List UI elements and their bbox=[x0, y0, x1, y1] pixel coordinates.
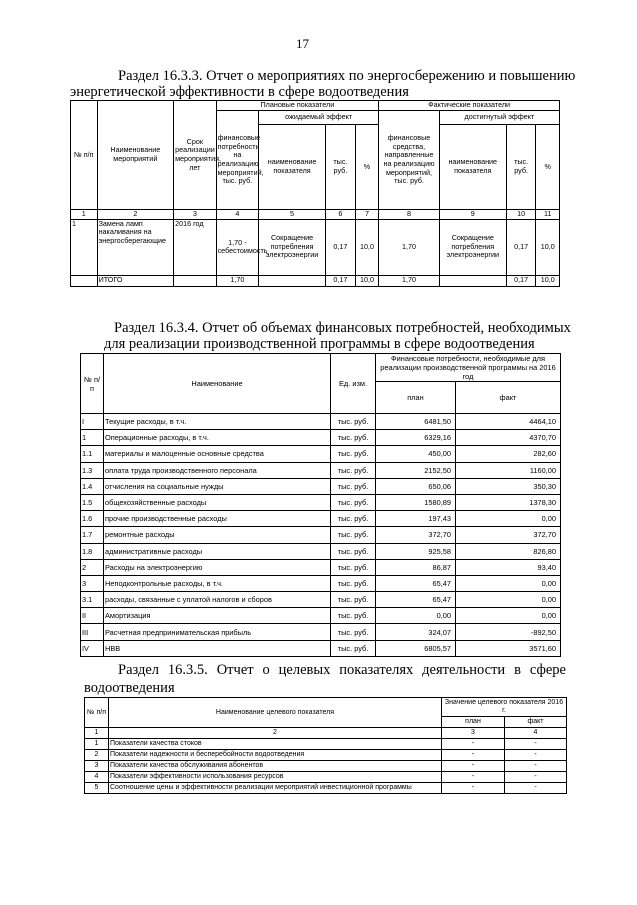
table-row bbox=[71, 219, 560, 275]
col-term-header: Срок реализации мероприятия, лет bbox=[174, 101, 217, 210]
table-row bbox=[85, 739, 567, 750]
row-name: Операционные расходы, в т.ч. bbox=[104, 430, 331, 446]
row-exp-name: Сокращение потребления электроэнергии bbox=[259, 219, 326, 275]
row-plan: - bbox=[442, 783, 505, 794]
row-unit: тыс. руб. bbox=[331, 478, 376, 494]
row-unit: тыс. руб. bbox=[331, 624, 376, 640]
exp-thous-header: тыс. руб. bbox=[326, 125, 356, 210]
table-row bbox=[81, 446, 561, 462]
col-number: 9 bbox=[439, 210, 506, 220]
row-plan: 2152,50 bbox=[376, 462, 456, 478]
row-fact: 0,00 bbox=[456, 511, 561, 527]
table-row bbox=[81, 430, 561, 446]
row-name: Показатели надежности и бесперебойности водоотведения bbox=[109, 750, 442, 761]
row-name: Амортизация bbox=[104, 608, 331, 624]
row-num: 2 bbox=[81, 559, 104, 575]
table-row bbox=[81, 494, 561, 510]
row-unit: тыс. руб. bbox=[331, 462, 376, 478]
row-name: Расчетная предпринимательская прибыль bbox=[104, 624, 331, 640]
row-fact: 826,80 bbox=[456, 543, 561, 559]
table-row bbox=[81, 511, 561, 527]
fact-group-header: Фактические показатели bbox=[379, 101, 560, 111]
row-num: 3 bbox=[81, 575, 104, 591]
row-fact: - bbox=[505, 783, 567, 794]
row-unit: тыс. руб. bbox=[331, 559, 376, 575]
table-row bbox=[81, 462, 561, 478]
row-fact: 4464,10 bbox=[456, 414, 561, 430]
col-unit-header: Ед. изм. bbox=[331, 354, 376, 414]
col-number: 6 bbox=[326, 210, 356, 220]
row-fact: 1160,00 bbox=[456, 462, 561, 478]
row-name: прочие производственные расходы bbox=[104, 511, 331, 527]
row-fact: - bbox=[505, 772, 567, 783]
row-name: отчисления на социальные нужды bbox=[104, 478, 331, 494]
col-number: 3 bbox=[174, 210, 217, 220]
row-name: Текущие расходы, в т.ч. bbox=[104, 414, 331, 430]
row-unit: тыс. руб. bbox=[331, 446, 376, 462]
row-name: Показатели качества стоков bbox=[109, 739, 442, 750]
row-fact: - bbox=[505, 750, 567, 761]
row-unit: тыс. руб. bbox=[331, 608, 376, 624]
row-num: 1.5 bbox=[81, 494, 104, 510]
row-plan: 65,47 bbox=[376, 575, 456, 591]
col-number: 10 bbox=[506, 210, 536, 220]
table-row bbox=[81, 559, 561, 575]
row-name: Показатели качества обслуживания абонентов bbox=[109, 761, 442, 772]
col-plan-header: план bbox=[376, 382, 456, 414]
row-fact: - bbox=[505, 739, 567, 750]
row-exp-thous: 0,17 bbox=[326, 219, 356, 275]
table-row bbox=[81, 527, 561, 543]
row-ach-thous: 0,17 bbox=[506, 219, 536, 275]
section-3-heading-line-2: водоотведения bbox=[84, 680, 175, 696]
col-fact-header: факт bbox=[456, 382, 561, 414]
row-plan: 197,43 bbox=[376, 511, 456, 527]
row-fact: 3571,60 bbox=[456, 640, 561, 656]
row-plan: 650,06 bbox=[376, 478, 456, 494]
table-row bbox=[81, 543, 561, 559]
row-name: административные расходы bbox=[104, 543, 331, 559]
row-plan: 65,47 bbox=[376, 592, 456, 608]
ach-thous-header: тыс. руб. bbox=[506, 125, 536, 210]
row-num: 3 bbox=[85, 761, 109, 772]
row-name: общехозяйственные расходы bbox=[104, 494, 331, 510]
table-row bbox=[81, 478, 561, 494]
row-num: 1 bbox=[85, 739, 109, 750]
col-num-header: № п/п bbox=[85, 698, 109, 728]
row-num: I bbox=[81, 414, 104, 430]
table-row bbox=[81, 575, 561, 591]
row-fact: 93,40 bbox=[456, 559, 561, 575]
row-num: 3.1 bbox=[81, 592, 104, 608]
total-fin-fact: 1,70 bbox=[379, 275, 440, 286]
row-name: Соотношение цены и эффективности реализации мероприятий инвестиционной программы bbox=[109, 783, 442, 794]
col-fact-header: факт bbox=[505, 717, 567, 728]
row-fact: 4370,70 bbox=[456, 430, 561, 446]
table-row bbox=[85, 750, 567, 761]
total-ach-thous: 0,17 bbox=[506, 275, 536, 286]
row-term: 2016 год bbox=[174, 219, 217, 275]
row-num: 1.6 bbox=[81, 511, 104, 527]
col-number: 3 bbox=[442, 728, 505, 739]
expected-effect-header: ожидаемый эффект bbox=[259, 111, 379, 125]
financial-needs-table bbox=[80, 353, 561, 657]
row-num: 1 bbox=[71, 219, 98, 275]
row-fact: - bbox=[505, 761, 567, 772]
row-name: материалы и малоценные основные средства bbox=[104, 446, 331, 462]
row-fact: 0,00 bbox=[456, 575, 561, 591]
col-plan-header: план bbox=[442, 717, 505, 728]
row-fact: 282,60 bbox=[456, 446, 561, 462]
total-exp-thous: 0,17 bbox=[326, 275, 356, 286]
row-num: 1 bbox=[81, 430, 104, 446]
table-row bbox=[81, 640, 561, 656]
row-unit: тыс. руб. bbox=[331, 575, 376, 591]
row-unit: тыс. руб. bbox=[331, 527, 376, 543]
col-number: 1 bbox=[71, 210, 98, 220]
total-label: ИТОГО bbox=[97, 275, 174, 286]
row-unit: тыс. руб. bbox=[331, 511, 376, 527]
row-num: II bbox=[81, 608, 104, 624]
target-indicators-table bbox=[84, 697, 567, 794]
exp-indicator-header: наименование показателя bbox=[259, 125, 326, 210]
col-number: 8 bbox=[379, 210, 440, 220]
row-fact: -892,50 bbox=[456, 624, 561, 640]
target-group-header: Значение целевого показателя 2016 г. bbox=[442, 698, 567, 717]
col-number: 2 bbox=[97, 210, 174, 220]
total-exp-pct: 10,0 bbox=[355, 275, 378, 286]
row-fact: 0,00 bbox=[456, 608, 561, 624]
row-num: 1.7 bbox=[81, 527, 104, 543]
row-plan: 925,58 bbox=[376, 543, 456, 559]
page-number: 17 bbox=[296, 36, 309, 51]
row-plan: 6481,50 bbox=[376, 414, 456, 430]
table-row bbox=[81, 624, 561, 640]
row-plan: 86,87 bbox=[376, 559, 456, 575]
row-num: 1.4 bbox=[81, 478, 104, 494]
col-num-header: № п/п bbox=[81, 354, 104, 414]
row-plan: 372,70 bbox=[376, 527, 456, 543]
row-plan: - bbox=[442, 772, 505, 783]
col-number: 2 bbox=[109, 728, 442, 739]
row-plan: 1580,89 bbox=[376, 494, 456, 510]
table-row bbox=[85, 772, 567, 783]
row-unit: тыс. руб. bbox=[331, 494, 376, 510]
section-2-heading-line-2: для реализации производственной программы в сфере водоотведения bbox=[104, 336, 535, 352]
col-fin-plan-header: финансовые потребности на реализацию мероприятий, тыс. руб. bbox=[216, 111, 259, 210]
plan-group-header: Плановые показатели bbox=[216, 101, 379, 111]
row-name: расходы, связанные с уплатой налогов и сборов bbox=[104, 592, 331, 608]
col-number: 4 bbox=[505, 728, 567, 739]
row-name: ремонтные расходы bbox=[104, 527, 331, 543]
row-unit: тыс. руб. bbox=[331, 640, 376, 656]
row-ach-pct: 10,0 bbox=[536, 219, 560, 275]
row-exp-pct: 10,0 bbox=[355, 219, 378, 275]
row-plan: - bbox=[442, 739, 505, 750]
ach-pct-header: % bbox=[536, 125, 560, 210]
row-plan: 0,00 bbox=[376, 608, 456, 624]
row-unit: тыс. руб. bbox=[331, 592, 376, 608]
table-row bbox=[85, 761, 567, 772]
table-row bbox=[81, 608, 561, 624]
row-num: 1.3 bbox=[81, 462, 104, 478]
col-number: 4 bbox=[216, 210, 259, 220]
row-name: Неподконтрольные расходы, в т.ч. bbox=[104, 575, 331, 591]
row-plan: - bbox=[442, 761, 505, 772]
row-fact: 350,30 bbox=[456, 478, 561, 494]
row-plan: - bbox=[442, 750, 505, 761]
row-fin-plan: 1,70 - себестоимость bbox=[216, 219, 259, 275]
row-ach-name: Сокращение потребления электроэнергии bbox=[439, 219, 506, 275]
row-num: 2 bbox=[85, 750, 109, 761]
row-name: оплата труда производственного персонала bbox=[104, 462, 331, 478]
table-row bbox=[81, 592, 561, 608]
section-1-heading-line-1: Раздел 16.3.3. Отчет о мероприятиях по энергосбережению и повышению bbox=[118, 68, 576, 84]
total-fin-plan: 1,70 bbox=[216, 275, 259, 286]
ach-indicator-header: наименование показателя bbox=[439, 125, 506, 210]
row-plan: 450,00 bbox=[376, 446, 456, 462]
col-num-header: № п/п bbox=[71, 101, 98, 210]
row-plan: 324,07 bbox=[376, 624, 456, 640]
row-unit: тыс. руб. bbox=[331, 414, 376, 430]
row-name: Расходы на электроэнергию bbox=[104, 559, 331, 575]
section-2-heading-line-1: Раздел 16.3.4. Отчет об объемах финансовых потребностей, необходимых bbox=[114, 320, 571, 336]
events-table bbox=[70, 100, 560, 287]
row-num: III bbox=[81, 624, 104, 640]
col-name-header: Наименование bbox=[104, 354, 331, 414]
row-fin-fact: 1,70 bbox=[379, 219, 440, 275]
exp-pct-header: % bbox=[355, 125, 378, 210]
row-num: 4 bbox=[85, 772, 109, 783]
row-unit: тыс. руб. bbox=[331, 430, 376, 446]
row-fact: 1378,30 bbox=[456, 494, 561, 510]
row-name: Показатели эффективности использования ресурсов bbox=[109, 772, 442, 783]
financial-group-header: Финансовые потребности, необходимые для реализации производственной программы на 2016 год bbox=[376, 354, 561, 382]
row-unit: тыс. руб. bbox=[331, 543, 376, 559]
row-name: НВВ bbox=[104, 640, 331, 656]
section-3-heading-line-1: Раздел 16.3.5. Отчет о целевых показателях деятельности в сфере bbox=[118, 662, 566, 678]
achieved-effect-header: достигнутый эффект bbox=[439, 111, 559, 125]
row-num: 1.1 bbox=[81, 446, 104, 462]
col-fin-fact-header: финансовые средства, направленные на реализацию мероприятий, тыс. руб. bbox=[379, 111, 440, 210]
col-name-header: Наименование мероприятий bbox=[97, 101, 174, 210]
col-number: 5 bbox=[259, 210, 326, 220]
row-num: 1.8 bbox=[81, 543, 104, 559]
total-row bbox=[71, 275, 560, 286]
total-ach-pct: 10,0 bbox=[536, 275, 560, 286]
table-row bbox=[81, 414, 561, 430]
table-row bbox=[85, 783, 567, 794]
row-num: IV bbox=[81, 640, 104, 656]
col-name-header: Наименование целевого показателя bbox=[109, 698, 442, 728]
row-num: 5 bbox=[85, 783, 109, 794]
row-plan: 6329,16 bbox=[376, 430, 456, 446]
section-1-heading-line-2: энергетической эффективности в сфере водоотведения bbox=[70, 84, 409, 100]
row-plan: 6805,57 bbox=[376, 640, 456, 656]
row-fact: 372,70 bbox=[456, 527, 561, 543]
col-number: 11 bbox=[536, 210, 560, 220]
row-fact: 0,00 bbox=[456, 592, 561, 608]
col-number: 7 bbox=[355, 210, 378, 220]
col-number: 1 bbox=[85, 728, 109, 739]
row-name: Замена ламп накаливания на энергосберегающие bbox=[97, 219, 174, 275]
